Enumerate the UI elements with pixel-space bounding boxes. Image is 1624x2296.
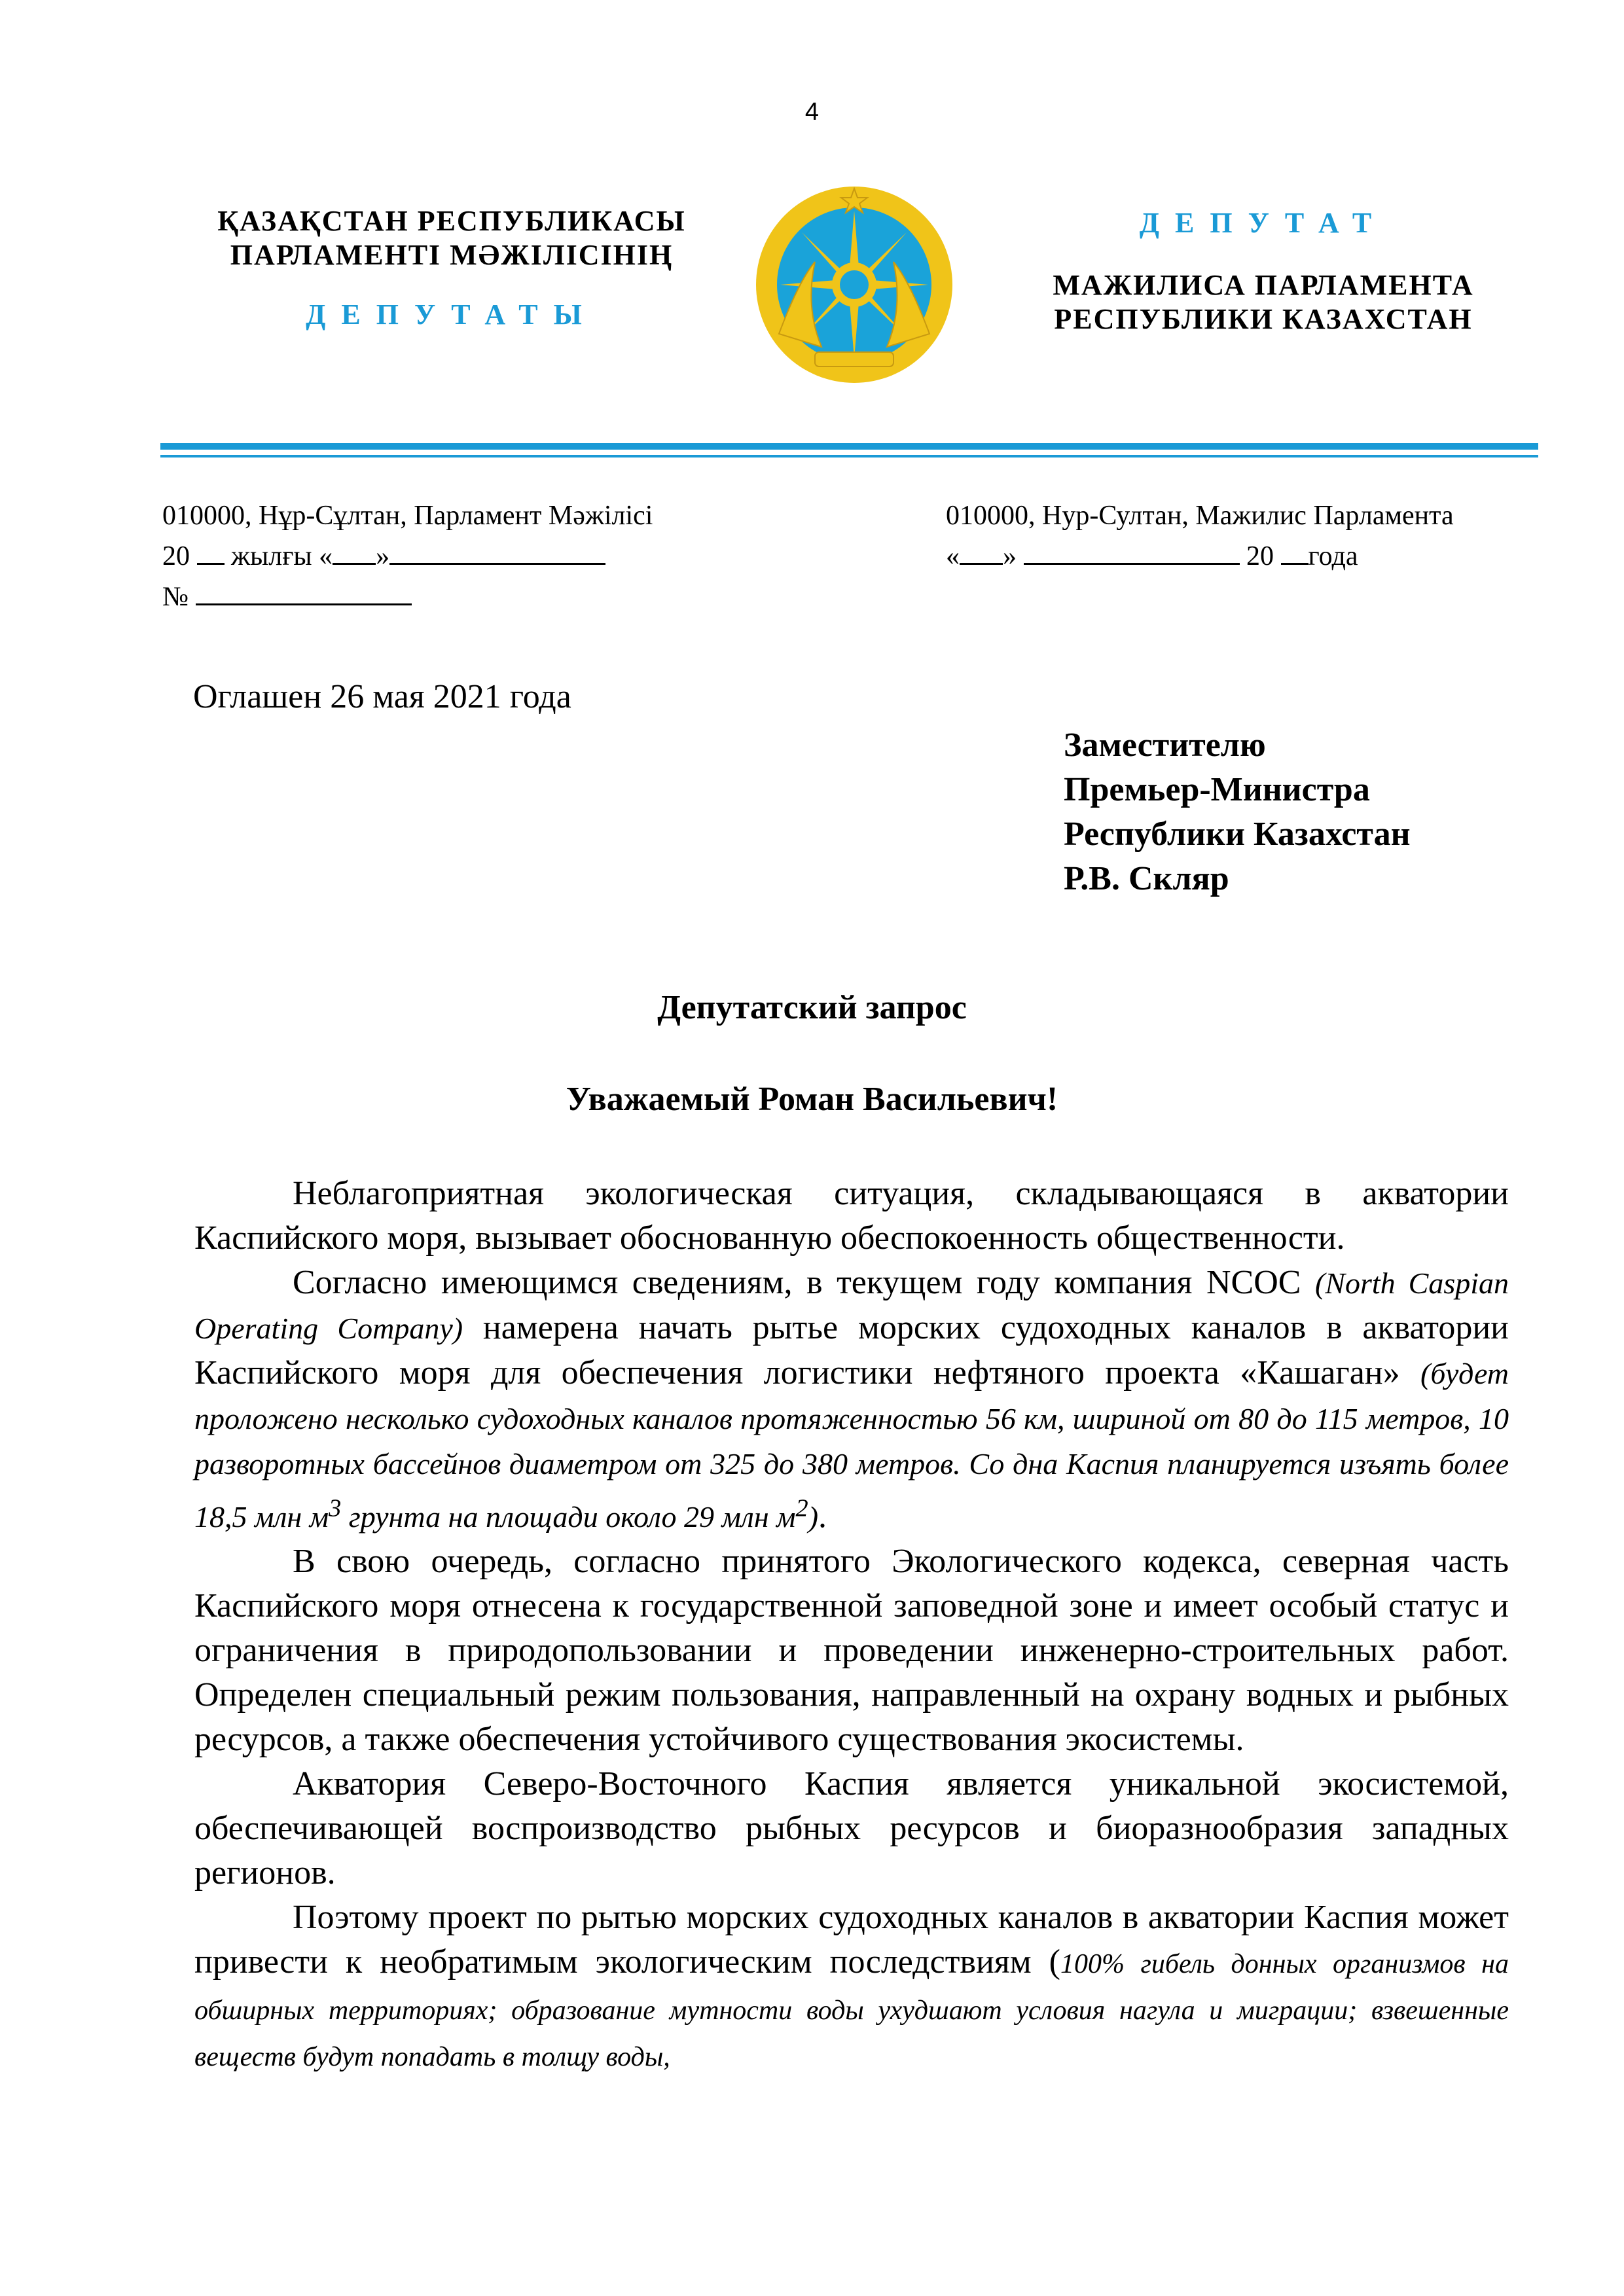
salutation: Уважаемый Роман Васильевич!: [566, 1081, 1058, 1118]
address-left-number-line: [162, 577, 653, 617]
document-title: Депутатский запрос: [657, 989, 967, 1026]
header-rule-thin: [160, 455, 1538, 457]
header-right-line2: РЕСПУБЛИКИ КАЗАХСТАН: [1054, 303, 1473, 335]
header-left-line1: ҚАЗАҚСТАН РЕСПУБЛИКАСЫ: [217, 205, 686, 237]
address-right-line1: 010000, Нур-Султан, Мажилис Парламента: [946, 501, 1454, 531]
kazakhstan-state-emblem-icon: [753, 183, 956, 386]
header-left-deputy: ДЕПУТАТЫ: [306, 298, 598, 331]
recipient-block: [1064, 723, 1411, 901]
header-right-title: [1034, 268, 1492, 336]
address-left-date-line: [162, 536, 653, 577]
address-left-line1: 010000, Нұр-Сұлтан, Парламент Мәжілісі: [162, 501, 653, 531]
address-right-day-blank: [960, 541, 1003, 565]
page-number: 4: [804, 98, 820, 126]
address-right-year-blank: [1281, 541, 1308, 565]
paragraph-2-sup-1: 3: [329, 1495, 342, 1522]
letter-body: [194, 1172, 1509, 2079]
address-left-no: №: [162, 582, 189, 612]
address-left-day-blank: [333, 541, 376, 565]
paragraph-3: В свою очередь, согласно принятого Экологического кодекса, северная часть Каспийского моря отнесена к государственной заповедной зоне и имеет особый статус и ограничения в природопользовании и проведении инженерно-строительных работ. Определен специальный режим пользования, направленный на охрану водных и рыбных ресурсов, а также обеспечения устойчивого существования экосистемы.: [194, 1543, 1509, 1759]
paragraph-5: [194, 1895, 1509, 2079]
announced-date: Оглашен 26 мая 2021 года: [193, 678, 571, 715]
paragraph-2: [194, 1261, 1509, 1539]
paragraph-2-company-name: (North Caspian Operating Company): [194, 1266, 1509, 1345]
header-left-line2: ПАРЛАМЕНТІ МӘЖІЛІСІНІҢ: [230, 239, 674, 271]
address-left-day-close: »: [376, 541, 390, 571]
address-right-year-prefix: 20: [1246, 541, 1274, 571]
paragraph-2-note-close: ): [808, 1500, 819, 1534]
address-left-year-blank: [197, 541, 225, 565]
address-right-month-blank: [1024, 541, 1240, 565]
address-right-day-open: «: [946, 541, 960, 571]
paragraph-2-sup-2: 2: [795, 1495, 808, 1522]
address-right-day-close: »: [1003, 541, 1017, 571]
address-left: [162, 495, 653, 617]
address-right-date-line: [946, 536, 1454, 577]
address-left-number-blank: [196, 581, 412, 605]
paragraph-5-note: 100% гибель донных организмов на обширных территориях; образование мутности воды ухудшают условия нагула и миграции; взвешенные веществ будут попадать в толщу воды,: [194, 1949, 1509, 2073]
recipient-line: Республики Казахстан: [1064, 816, 1411, 853]
paragraph-2-note-a: (будет проложено несколько судоходных каналов протяженностью 56 км, шириной от 80 до 115 метров, 10 разворотных бассейнов диаметром от 325 до 380 метров. Со дна Каспия планируется изъять более 18,5 млн м: [194, 1357, 1509, 1534]
address-right-year-suffix: года: [1308, 541, 1358, 571]
address-right: [946, 495, 1454, 577]
paragraph-2-text-c: намерена начать рытье морских судоходных каналов в акватории Каспийского моря для обеспечения логистики нефтяного проекта «Кашаган»: [194, 1309, 1509, 1391]
paragraph-2-note-b: грунта на площади около 29 млн м: [341, 1500, 796, 1534]
recipient-line: Р.В. Скляр: [1064, 860, 1229, 897]
header-rule-thick: [160, 443, 1538, 450]
recipient-line: Премьер-Министра: [1064, 771, 1370, 808]
header-right-deputy: ДЕПУТАТ: [1139, 207, 1388, 239]
address-left-year-prefix: 20: [162, 541, 190, 571]
paragraph-2-period: .: [818, 1498, 827, 1535]
recipient-line: Заместителю: [1064, 726, 1266, 764]
header-left-title: [196, 204, 707, 272]
address-left-month-blank: [389, 541, 605, 565]
paragraph-5-text: Поэтому проект по рытью морских судоходных каналов в акватории Каспия может привести к необратимым экологическим последствиям (: [194, 1899, 1509, 1981]
paragraph-2-text-a: Согласно имеющимся сведениям, в текущем году компания NCOC: [293, 1264, 1315, 1301]
paragraph-1: Неблагоприятная экологическая ситуация, складывающаяся в акватории Каспийского моря, вызывает обоснованную обеспокоенность общественности.: [194, 1175, 1509, 1257]
header-right-line1: МАЖИЛИСА ПАРЛАМЕНТА: [1053, 269, 1474, 301]
paragraph-4: Акватория Северо-Восточного Каспия является уникальной экосистемой, обеспечивающей воспроизводство рыбных ресурсов и биоразнообразия западных регионов.: [194, 1765, 1509, 1892]
address-left-year-text: жылғы «: [231, 541, 333, 571]
